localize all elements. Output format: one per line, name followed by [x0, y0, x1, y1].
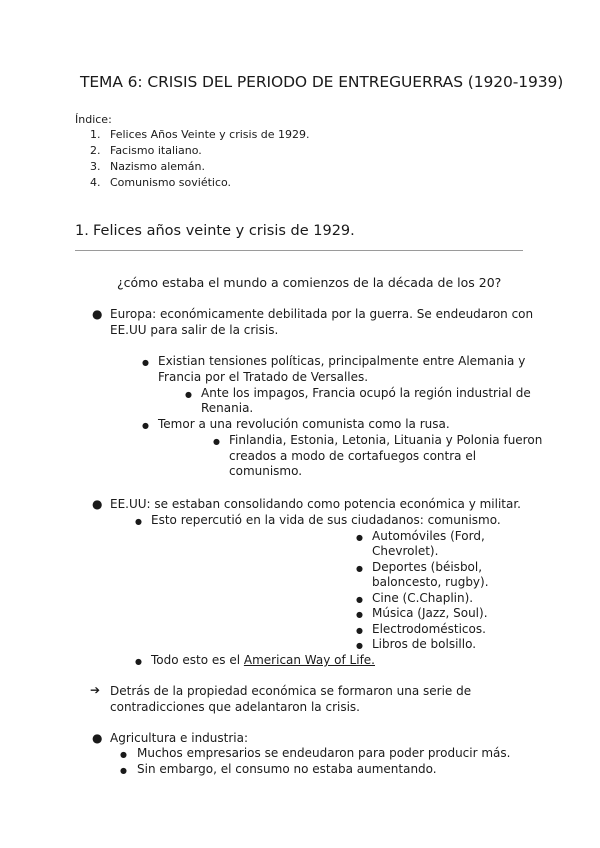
section-number: 1.: [75, 223, 89, 239]
index-number: 2.: [90, 144, 101, 157]
arrow-line-1: Detrás de la propiedad económica se formaron una serie de: [110, 684, 472, 698]
todo-line: [151, 652, 375, 668]
bullet-icon: ●: [356, 626, 363, 635]
consumo-line: Sin embargo, el consumo no estaba aumentando.: [137, 762, 437, 776]
index-number: 4.: [90, 176, 101, 189]
page-title: TEMA 6: CRISIS DEL PERIODO DE ENTREGUERRAS (1920-1939): [80, 73, 564, 91]
bullet-icon: ●: [185, 390, 192, 399]
bullet-icon: ●: [120, 750, 127, 759]
finlandia-line-3: comunismo.: [229, 464, 303, 478]
section-heading: [75, 223, 355, 239]
deportes-line-1: Deportes (béisbol,: [372, 560, 483, 574]
libros-line: Libros de bolsillo.: [372, 637, 477, 651]
index-item: [90, 143, 202, 159]
autos-line-1: Automóviles (Ford,: [372, 529, 485, 543]
bullet-icon: ●: [356, 595, 363, 604]
index-text: Nazismo alemán.: [110, 160, 205, 173]
bullet-icon: ●: [92, 497, 103, 511]
autos-line-2: Chevrolet).: [372, 544, 439, 558]
bullet-icon: ●: [356, 641, 363, 650]
index-text: Comunismo soviético.: [110, 176, 232, 189]
bullet-icon: ●: [142, 358, 149, 367]
bullet-icon: ●: [213, 437, 220, 446]
index-item: [90, 127, 310, 143]
section-question: ¿cómo estaba el mundo a comienzos de la década de los 20?: [117, 275, 502, 290]
arrow-right-icon: ➔: [90, 683, 101, 697]
bullet-icon: ●: [356, 533, 363, 542]
bullet-icon: ●: [92, 307, 103, 321]
agri-line-1: Agricultura e industria:: [110, 731, 249, 745]
index-label: Índice:: [75, 113, 112, 126]
tensiones-line-2: Francia por el Tratado de Versalles.: [158, 370, 369, 384]
bullet-icon: ●: [142, 421, 149, 430]
index-text: Facismo italiano.: [110, 144, 202, 157]
bullet-icon: ●: [92, 731, 103, 745]
europa-line-1: Europa: económicamente debilitada por la guerra. Se endeudaron con: [110, 307, 534, 321]
impagos-line-1: Ante los impagos, Francia ocupó la región industrial de: [201, 386, 531, 400]
repercutio-line: Esto repercutió en la vida de sus ciudadanos: comunismo.: [151, 513, 501, 527]
section-heading-text: Felices años veinte y crisis de 1929.: [93, 223, 355, 239]
index-number: 1.: [90, 128, 101, 141]
bullet-icon: ●: [135, 657, 142, 666]
tensiones-line-1: Existian tensiones políticas, principalmente entre Alemania y: [158, 354, 526, 368]
index-number: 3.: [90, 160, 101, 173]
finlandia-line-2: creados a modo de cortafuegos contra el: [229, 449, 477, 463]
eeuu-line-1: EE.UU: se estaban consolidando como potencia económica y militar.: [110, 497, 521, 511]
electro-line: Electrodomésticos.: [372, 622, 486, 636]
american-way-link[interactable]: American Way of Life.: [243, 653, 375, 667]
bullet-icon: ●: [120, 766, 127, 775]
arrow-line-2: contradicciones que adelantaron la crisis.: [110, 700, 360, 714]
bullet-icon: ●: [135, 517, 142, 526]
index-item: [90, 175, 231, 191]
cine-line: Cine (C.Chaplin).: [372, 591, 474, 605]
bullet-icon: ●: [356, 564, 363, 573]
europa-line-2: EE.UU para salir de la crisis.: [110, 323, 279, 337]
deportes-line-2: baloncesto, rugby).: [372, 575, 489, 589]
index-item: [90, 159, 205, 175]
bullet-icon: ●: [356, 610, 363, 619]
section-divider: [75, 250, 523, 251]
temor-line: Temor a una revolución comunista como la rusa.: [158, 417, 450, 431]
empresarios-line: Muchos empresarios se endeudaron para poder producir más.: [137, 746, 511, 760]
musica-line: Música (Jazz, Soul).: [372, 606, 488, 620]
todo-prefix: Todo esto es el: [151, 653, 244, 667]
finlandia-line-1: Finlandia, Estonia, Letonia, Lituania y Polonia fueron: [229, 433, 543, 447]
index-text: Felices Años Veinte y crisis de 1929.: [110, 128, 310, 141]
impagos-line-2: Renania.: [201, 401, 254, 415]
